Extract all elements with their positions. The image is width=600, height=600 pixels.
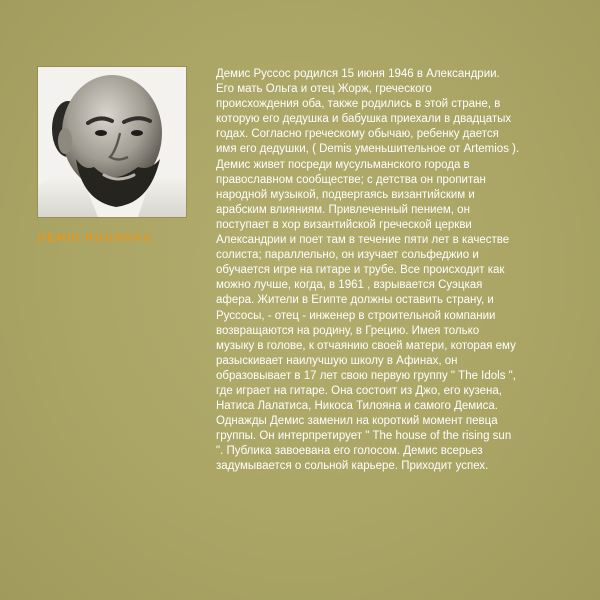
bio-line: Александрии и поет там в течение пяти лет в качестве	[216, 234, 510, 247]
bio-line: разыскивает наилучшую школу в Афинах, он	[216, 354, 458, 367]
bio-line: арабским влияниям. Привлеченный пением, он	[216, 203, 470, 216]
bio-line: годах. Согласно греческому обычаю, ребенку дается	[216, 128, 499, 141]
bio-line: музыку в голове, к отчаянию своей матери, которая ему	[216, 339, 516, 352]
bio-line: Демис Руссос родился 15 июня 1946 в Александрии.	[216, 68, 500, 80]
biography-text	[216, 67, 586, 475]
bio-line: где играет на гитаре. Она состоит из Джо, его кузена,	[216, 384, 502, 397]
portrait-photo	[38, 67, 186, 217]
bio-line: обучается игре на гитаре и трубе. Все происходит как	[216, 264, 505, 277]
bio-line: образовывает в 17 лет свою первую группу " The Idols ",	[216, 369, 516, 382]
bio-line: Руссосы, - отец - инженер в строительной компании	[216, 309, 496, 322]
portrait-illustration	[38, 67, 186, 217]
bio-line: ". Публика завоевана его голосом. Демис всерьез	[216, 445, 483, 458]
artist-name-caption: DEMIS ROUSSOS	[38, 232, 152, 244]
bio-line: солиста; параллельно, он изучает сольфеджио и	[216, 249, 479, 262]
bio-line: группы. Он интерпретирует " The house of the rising sun	[216, 430, 512, 443]
bio-line: Однажды Демис заменил на короткий момент певца	[216, 415, 498, 428]
bio-line: возвращаются на родину, в Грецию. Имея только	[216, 324, 480, 337]
bio-line: народной музыкой, подвергаясь византийским и	[216, 188, 475, 201]
bio-line: афера. Жители в Египте должны оставить страну, и	[216, 294, 494, 307]
bio-line: Его мать Ольга и отец Жорж, греческого	[216, 83, 432, 96]
bio-line: которую его дедушка и бабушка приехали в двадцатых	[216, 113, 512, 126]
bio-line: поступает в хор византийской греческой церкви	[216, 218, 472, 231]
bio-line: имя его дедушки, ( Demis уменьшительное от Artemios ).	[216, 143, 520, 156]
bio-line: происхождения оба, также родились в этой стране, в	[216, 98, 501, 111]
bio-line: православном сообществе; с детства он пропитан	[216, 173, 486, 186]
bio-line: можно лучше, когда, в 1961 , взрывается Суэцкая	[216, 279, 483, 292]
bio-line: Натиса Лалатиса, Никоса Тилояна и самого Демиса.	[216, 400, 498, 413]
bio-line: Демис живет посреди мусульманского города в	[216, 158, 470, 171]
bio-line: задумывается о сольной карьере. Приходит успех.	[216, 460, 489, 473]
